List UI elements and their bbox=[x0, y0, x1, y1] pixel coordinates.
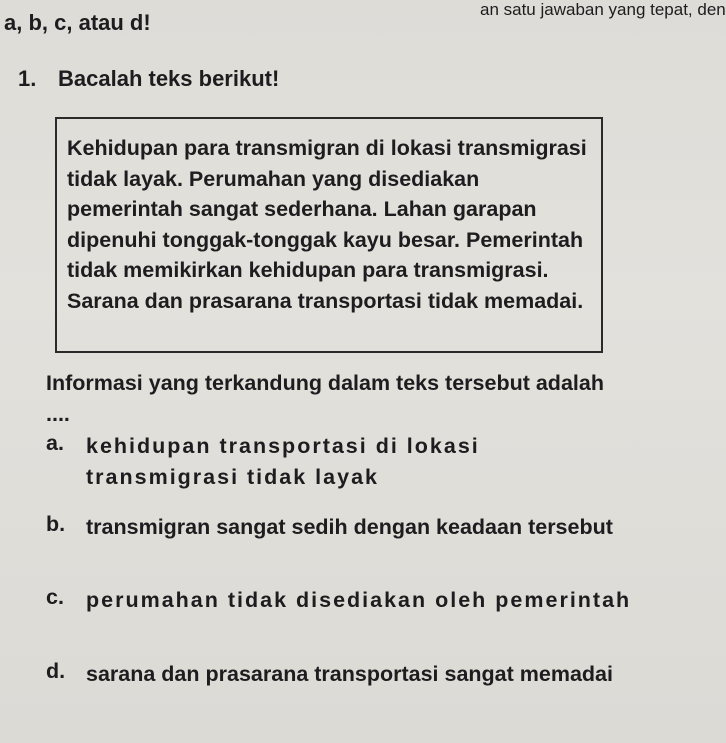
passage-box bbox=[55, 117, 603, 353]
option-d-text: sarana dan prasarana transportasi sangat memadai bbox=[86, 662, 613, 686]
question-prompt: Bacalah teks berikut! bbox=[58, 66, 280, 91]
option-b-letter: b. bbox=[46, 512, 66, 536]
question-stem: Informasi yang terkandung dalam teks tersebut adalah .... bbox=[46, 371, 604, 426]
option-d-letter: d. bbox=[46, 659, 66, 683]
passage-text: Kehidupan para transmigran di lokasi transmigrasi tidak layak. Perumahan yang disediakan pemerintah sangat sederhana. Lahan garapan dipenuhi tonggak-tonggak kayu besar. Pemerintah tidak memikirkan kehidupan para transmigrasi. Sarana dan prasarana transportasi tidak memadai. bbox=[67, 136, 587, 313]
option-c-text: perumahan tidak disediakan oleh pemerintah bbox=[86, 588, 632, 612]
header-fragment: an satu jawaban yang tepat, den bbox=[480, 0, 726, 19]
header-instruction: a, b, c, atau d! bbox=[4, 10, 151, 35]
option-b-text: transmigran sangat sedih dengan keadaan tersebut bbox=[86, 515, 613, 539]
question-number: 1. bbox=[18, 66, 37, 91]
option-c-letter: c. bbox=[46, 585, 64, 609]
option-a-text: kehidupan transportasi di lokasi transmigrasi tidak layak bbox=[86, 434, 480, 489]
option-a-letter: a. bbox=[46, 431, 64, 455]
